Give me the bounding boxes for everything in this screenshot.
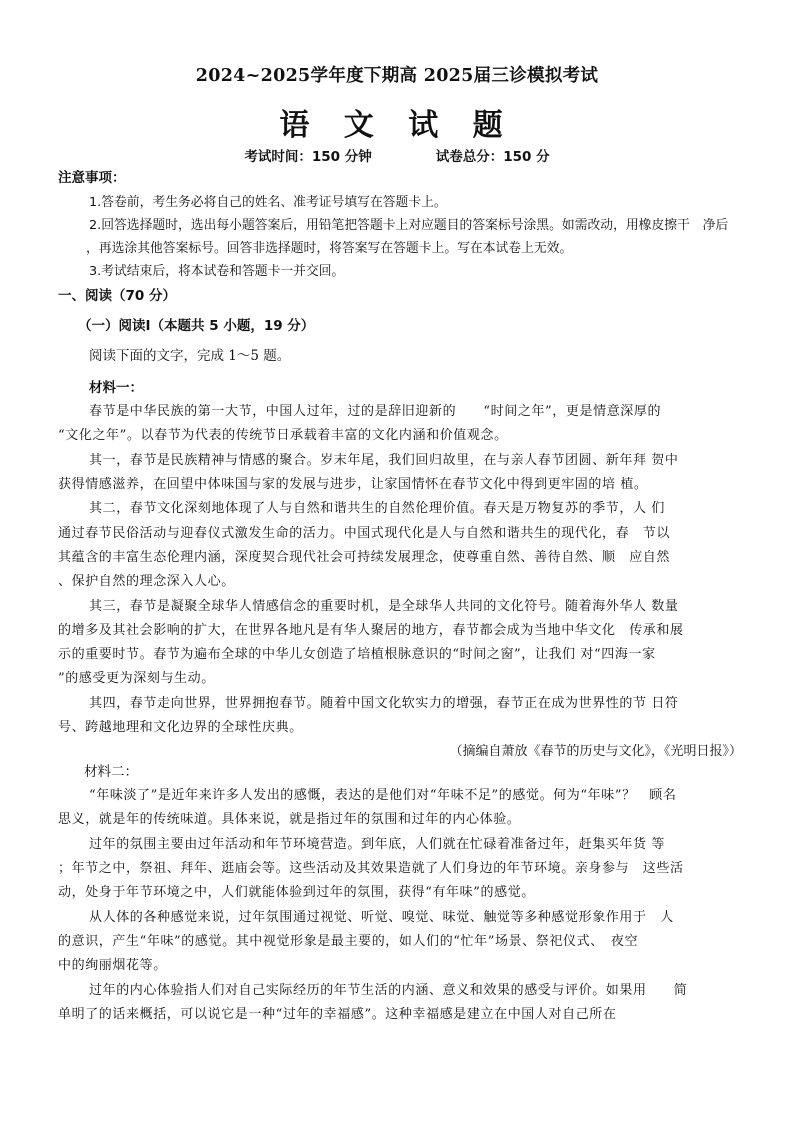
material2-line: 动，处身于年节环境之中，人们就能体验到过年的氛围，获得“有年味”的感觉。: [58, 885, 535, 900]
material1-line: 春节是中华民族的第一大节，中国人过年，过的是辞旧迎新的 “时间之年”，更是情意深厚的: [89, 404, 662, 419]
material1-line: 其二，春节文化深刻地体现了人与自然和谐共生的自然伦理价值。春天是万物复苏的季节，人 们: [89, 501, 665, 516]
material1-line: 其蕴含的丰富生态伦理内涵，深度契合现代社会可持续发展理念，使尊重自然、善待自然、顺 应自然: [58, 550, 671, 565]
material1-line: 号、跨越地理和文化边界的全球性庆典。: [58, 720, 303, 735]
material1-label: 材料一：: [89, 380, 143, 396]
material2-line: 单明了的话来概括，可以说它是一种“过年的幸福感”。这种幸福感是建立在中国人对自己所在: [58, 1007, 617, 1022]
reading-instruction: 阅读下面的文字，完成 1～5 题。: [89, 348, 291, 364]
notices-heading: 注意事项：: [58, 170, 126, 186]
material1-source: （摘编自萧放《春节的历史与文化》，《光明日报》）: [449, 744, 742, 759]
material1-line: 的增多及其社会影响的扩大，在世界各地凡是有华人聚居的地方，春节都会成为当地中华文化 传承和展: [58, 623, 684, 638]
material2-line: 思义，就是年的传统味道。具体来说，就是指过年的氛围和过年的内心体验。: [58, 812, 521, 827]
material2-line: 过年的氛围主要由过年活动和年节环境营造。到年底，人们就在忙碌着准备过年，赶集买年货 等: [89, 837, 665, 852]
subsection-title: （一）阅读Ⅰ（本题共 5 小题，19 分）: [78, 318, 315, 334]
material1-line: 示的重要时节。春节为遍布全球的中华儿女创造了培植根脉意识的“时间之窗”，让我们 对“四海一家: [58, 647, 656, 662]
material2-line: “年味淡了”是近年来许多人发出的感慨，表达的是他们对“年味不足”的感觉。何为“年味”？ 顾名: [89, 788, 677, 803]
total-score: 试卷总分：150 分: [435, 149, 550, 165]
material1-line: ”的感受更为深刻与生动。: [58, 671, 215, 686]
exam-info: [0, 145, 794, 165]
exam-title: 2024~2025学年度下期高 2025届三诊模拟考试: [195, 66, 599, 86]
material2-line: 的意识，产生“年味”的感觉。其中视觉形象是最主要的，如人们的“忙年”场景、祭祀仪式、 夜空: [58, 934, 639, 949]
section-title: 一、阅读（70 分）: [58, 288, 176, 304]
notice-item: 2.回答选择题时，选出每小题答案后，用铅笔把答题卡上对应题目的答案标号涂黑。如需改动，用橡皮擦干 净后: [89, 218, 729, 233]
notice-item: 3.考试结束后，将本试卷和答题卡一并交回。: [89, 264, 345, 279]
material1-line: 通过春节民俗活动与迎春仪式激发生命的活力。中国式现代化是人与自然和谐共生的现代化，春 节以: [58, 526, 671, 541]
material1-line: 获得情感滋养，在回望中体味国与家的发展与进步，让家国情怀在春节文化中得到更牢固的培 植。: [58, 477, 648, 492]
exam-time: 考试时间：150 分钟: [244, 149, 372, 165]
material1-line: 其三，春节是凝聚全球华人情感信念的重要时机，是全球华人共同的文化符号。随着海外华人 数量: [89, 599, 679, 614]
material2-line: 中的绚丽烟花等。: [58, 958, 167, 973]
material2-line: 从人体的各种感觉来说，过年氛围通过视觉、听觉、嗅觉、味觉、触觉等多种感觉形象作用于 人: [89, 910, 674, 925]
material1-line: “文化之年”。以春节为代表的传统节日承载着丰富的文化内涵和价值观念。: [58, 428, 508, 443]
material1-line: 其四，春节走向世界，世界拥抱春节。随着中国文化软实力的增强，春节正在成为世界性的节 日符: [89, 696, 679, 711]
material2-label: 材料二：: [84, 764, 138, 780]
material1-line: 、保护自然的理念深入人心。: [58, 574, 235, 589]
notice-item: 1.答卷前，考生务必将自己的姓名、准考证号填写在答题卡上。: [89, 195, 447, 210]
material1-line: 其一，春节是民族精神与情感的聚合。岁末年尾，我们回归故里，在与亲人春节团圆、新年拜 贺中: [89, 453, 679, 468]
notice-item: ，再选涂其他答案标号。回答非选择题时，将答案写在答题卡上。写在本试卷上无效。: [86, 241, 573, 256]
material2-line: ；年节之中，祭祖、拜年、逛庙会等。这些活动及其效果造就了人们身边的年节环境。亲身参与 这些活: [58, 861, 684, 876]
subject-title: 语 文 试 题: [279, 108, 515, 143]
material2-line: 过年的内心体验指人们对自己实际经历的年节生活的内涵、意义和效果的感受与评价。如果用 简: [89, 983, 688, 998]
